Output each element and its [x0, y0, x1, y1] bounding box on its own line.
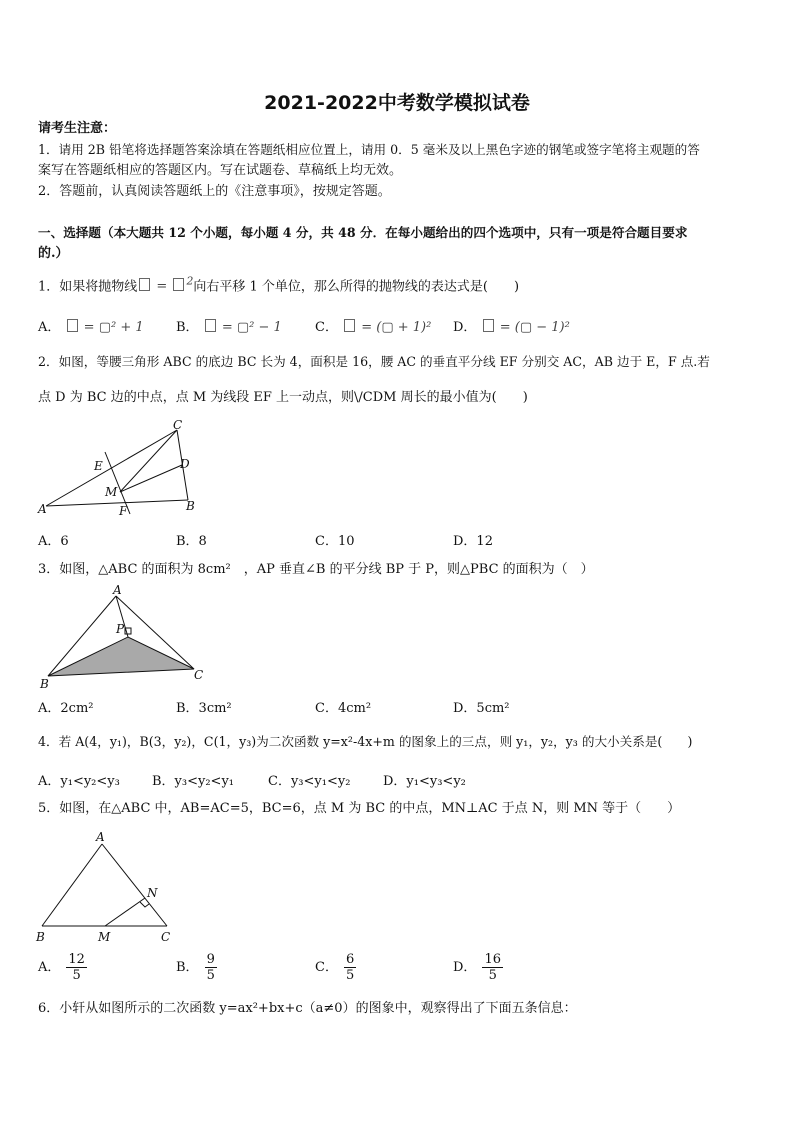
q5-option-b-label: B．	[176, 960, 199, 975]
q2-label-a: A	[38, 502, 47, 516]
q2-side-ab	[46, 500, 188, 506]
q5-option-a-fraction	[66, 952, 87, 983]
q1-option-a-expr: = ▢² + 1	[83, 320, 144, 335]
q3-option-c[interactable]: C．4cm²	[315, 701, 372, 716]
q5-option-c-fraction	[344, 952, 356, 983]
q5-option-d-numerator: 16	[484, 952, 501, 967]
q2-label-b: B	[186, 499, 195, 513]
exam-title: 2021-2022中考数学模拟试卷	[264, 92, 530, 114]
q5-label-m: M	[98, 930, 111, 944]
q5-option-d-fraction	[482, 952, 503, 983]
q6-stem: 6．小轩从如图所示的二次函数 y=ax²+bx+c（a≠0）的图象中，观察得出了下面五条信息：	[38, 1001, 577, 1016]
q4-option-b[interactable]: B．y₃<y₂<y₁	[152, 774, 235, 789]
q2-stem-line-2: 点 D 为 BC 边的中点，点 M 为线段 EF 上一动点，则\/CDM 周长的最小值为( )	[38, 390, 528, 405]
q2-line-mc	[120, 430, 177, 492]
q5-option-a-denominator: 5	[72, 968, 81, 983]
q3-label-c: C	[194, 668, 204, 682]
q3-shaded-triangle-pbc	[48, 637, 194, 676]
q1-option-d-label: D．	[453, 320, 477, 335]
q4-option-d[interactable]: D．y₁<y₃<y₂	[383, 774, 466, 789]
q5-stem: 5．如图，在△ABC 中，AB=AC=5，BC=6，点 M 为 BC 的中点，MN⊥AC 于点 N，则 MN 等于（ ）	[38, 801, 681, 816]
q5-figure	[30, 826, 190, 948]
notice-item-1-line-2: 案写在答题纸相应的答题区内。写在试题卷、草稿纸上均无效。	[38, 163, 403, 178]
q5-label-b: B	[36, 930, 45, 944]
q1-option-d[interactable]	[453, 316, 570, 335]
q1-parabola-formula: = $^2$	[137, 279, 193, 294]
q5-option-b[interactable]	[176, 952, 217, 983]
q2-option-c[interactable]: C．10	[315, 534, 355, 549]
q3-stem: 3．如图，△ABC 的面积为 8cm² ，AP 垂直∠B 的平分线 BP 于 P，则△PBC 的面积为（ ）	[38, 562, 594, 577]
q3-label-a: A	[113, 584, 122, 597]
q5-line-mn	[105, 898, 145, 926]
q2-label-f: F	[119, 504, 128, 518]
q5-label-a: A	[96, 830, 105, 844]
q5-option-a-label: A．	[38, 960, 61, 975]
section-heading-line-2: 的.）	[38, 246, 69, 261]
q2-option-d[interactable]: D．12	[453, 534, 493, 549]
q2-label-c: C	[173, 418, 183, 432]
section-heading-line-1: 一、选择题（本大题共 12 个小题，每小题 4 分，共 48 分．在每小题给出的四个选项中，只有一项是符合题目要求	[38, 225, 688, 240]
q5-option-b-numerator: 9	[206, 952, 215, 967]
q5-side-ab	[42, 844, 102, 926]
q5-label-n: N	[147, 886, 158, 900]
q1-option-c[interactable]	[315, 316, 431, 335]
notice-heading: 请考生注意：	[38, 121, 117, 136]
q4-option-a[interactable]: A．y₁<y₂<y₃	[38, 774, 120, 789]
q5-option-a[interactable]	[38, 952, 87, 983]
q4-stem: 4．若 A(4，y₁)，B(3，y₂)，C(1，y₃)为二次函数 y=x²-4x+m 的图象上的三点，则 y₁，y₂，y₃ 的大小关系是( )	[38, 734, 693, 749]
q5-option-b-denominator: 5	[206, 968, 215, 983]
q2-line-md	[120, 465, 182, 492]
q2-figure	[30, 418, 210, 520]
q2-option-b[interactable]: B．8	[176, 534, 207, 549]
q3-option-b[interactable]: B．3cm²	[176, 701, 232, 716]
q1-stem-part-1: 1．如果将抛物线	[38, 279, 138, 295]
q4-option-c[interactable]: C．y₃<y₁<y₂	[268, 774, 351, 789]
q1-option-d-expr: = (▢ − 1)²	[499, 320, 570, 335]
q1-stem-part-2: 向右平移 1 个单位，那么所得的抛物线的表达式是( )	[193, 279, 520, 295]
q2-label-d: D	[180, 457, 190, 471]
notice-item-2: 2．答题前，认真阅读答题纸上的《注意事项》，按规定答题。	[38, 184, 391, 199]
q1-option-c-label: C．	[315, 320, 338, 335]
q3-label-p: P	[116, 622, 125, 636]
q1-option-a-label: A．	[38, 320, 61, 335]
q5-option-d-denominator: 5	[488, 968, 497, 983]
q5-option-d-label: D．	[453, 960, 477, 975]
q1-option-b-label: B．	[176, 320, 199, 335]
notice-item-1-line-1: 1．请用 2B 铅笔将选择题答案涂填在答题纸相应位置上，请用 0．5 毫米及以上黑色字迹的钢笔或签字笔将主观题的答	[38, 142, 700, 157]
q5-option-c-label: C．	[315, 960, 338, 975]
q1-option-b-expr: = ▢² − 1	[221, 320, 282, 335]
q2-stem-line-1: 2．如图，等腰三角形 ABC 的底边 BC 长为 4，面积是 16，腰 AC 的垂直平分线 EF 分别交 AC，AB 边于 E，F 点.若	[38, 354, 710, 369]
q3-option-d[interactable]: D．5cm²	[453, 701, 510, 716]
q5-option-c[interactable]	[315, 952, 356, 983]
q5-label-c: C	[161, 930, 171, 944]
q2-label-m: M	[105, 485, 118, 499]
q5-right-angle-mark	[140, 902, 149, 907]
q5-option-d[interactable]	[453, 952, 503, 983]
q3-option-a[interactable]: A．2cm²	[38, 701, 94, 716]
q1-option-c-expr: = (▢ + 1)²	[361, 320, 432, 335]
q5-option-c-numerator: 6	[345, 952, 355, 967]
q2-option-a[interactable]: A．6	[38, 534, 69, 549]
q5-option-c-denominator: 5	[345, 968, 355, 983]
q1-option-b[interactable]	[176, 316, 282, 335]
q1-option-a[interactable]	[38, 316, 144, 335]
q3-figure	[30, 584, 220, 690]
q3-label-b: B	[40, 677, 49, 690]
q1-stem	[38, 273, 519, 296]
q5-option-b-fraction	[205, 952, 217, 983]
q2-label-e: E	[94, 459, 103, 473]
q5-side-ac	[102, 844, 167, 926]
q5-option-a-numerator: 12	[68, 952, 85, 967]
